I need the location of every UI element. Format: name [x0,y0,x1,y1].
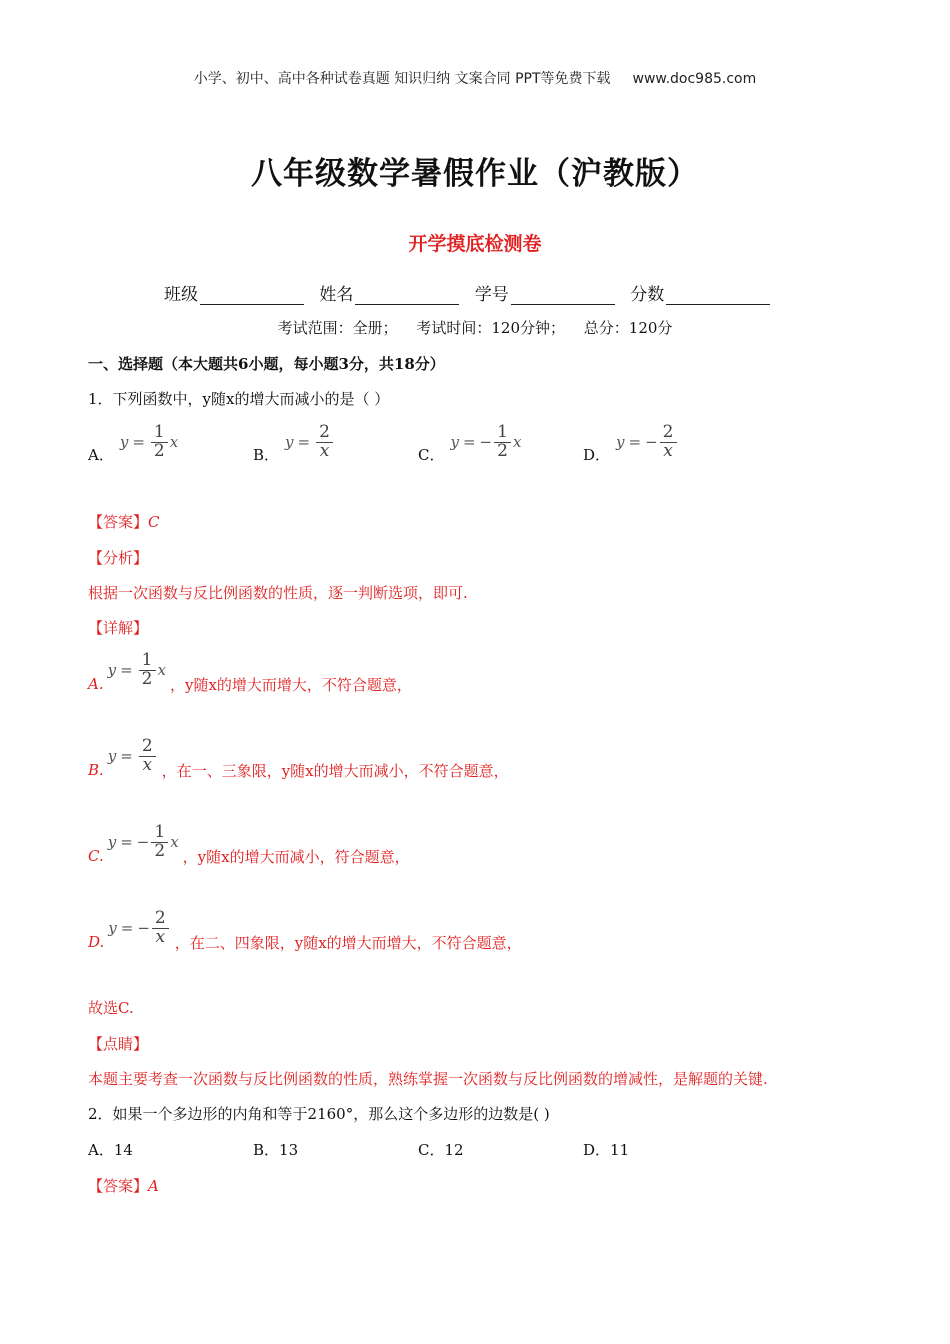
math-formula: y = $\frac{2}{x}$ [108,738,158,775]
math-formula: y = − $\frac{1}{2}$ x [107,822,179,861]
field-student-id[interactable] [475,280,615,305]
q1-detail-a [88,650,412,694]
question-1-stem: 1．下列函数中，y随x的增大而减小的是（ ） [88,390,390,408]
q2-option-c: C．12 [418,1141,464,1159]
page-header [0,68,950,88]
field-label: 分数 [630,285,665,305]
answer-value: A [148,1177,159,1195]
student-fields [164,280,780,305]
q1-analysis-tag: 【分析】 [88,549,149,567]
detail-text: ，在二、四象限，y随x的增大而增大，不符合题意， [174,933,522,952]
q2-answer [88,1175,159,1196]
math-formula: y = $\frac{1}{2}$ x [119,422,179,461]
detail-text: ，y随x的增大而减小，符合题意， [182,847,410,866]
field-label: 姓名 [319,285,354,305]
field-label: 学号 [474,285,509,305]
field-label: 班级 [164,285,198,305]
q1-detail-c [88,822,410,866]
field-score[interactable] [630,280,770,305]
field-class[interactable] [164,280,304,305]
header-text: 小学、初中、高中各种试卷真题 知识归纳 文案合同 PPT等免费下载 [193,71,611,87]
q1-comment-tag: 【点睛】 [88,1035,149,1053]
exam-range: 考试范围：全册； [277,319,398,337]
detail-label: A. [88,675,104,694]
detail-label: D. [88,933,105,952]
answer-tag: 【答案】 [88,1177,149,1195]
q1-option-c [418,422,522,464]
detail-text: ，在一、三象限，y随x的增大而减小，不符合题意， [161,761,509,780]
document-title: 八年级数学暑假作业（沪教版） [251,156,699,192]
answer-tag: 【答案】 [88,513,149,531]
exam-time: 考试时间：120分钟； [416,319,565,337]
q2-option-d: D．11 [583,1141,630,1159]
q1-answer [88,511,160,532]
q1-conclusion: 故选C. [88,999,134,1017]
q1-detail-d [88,908,522,952]
option-label: B． [253,445,280,464]
q1-detail-b [88,736,509,780]
q1-option-a [88,422,179,464]
math-formula: y = − $\frac{2}{x}$ [108,910,170,947]
q2-option-a: A．14 [88,1141,133,1159]
q1-option-b [253,422,335,464]
option-label: C． [418,445,445,464]
q1-analysis-text: 根据一次函数与反比例函数的性质，逐一判断选项，即可. [88,584,468,602]
answer-value: C [148,513,160,531]
q1-detail-tag: 【详解】 [88,619,149,637]
exam-score: 总分：120分 [583,319,673,337]
math-formula: y = − $\frac{1}{2}$ x [450,422,522,461]
option-label: D． [583,445,611,464]
detail-label: C. [88,847,104,866]
q2-option-b: B．13 [253,1141,299,1159]
section-heading: 一、选择题（本大题共6小题，每小题3分，共18分） [88,355,445,373]
math-formula: y = $\frac{2}{x}$ [285,424,335,461]
detail-label: B. [88,761,104,780]
math-formula: y = $\frac{1}{2}$ x [107,650,166,689]
field-name[interactable] [319,280,459,305]
q1-comment-text: 本题主要考查一次函数与反比例函数的性质，熟练掌握一次函数与反比例函数的增减性，是解题的关键. [88,1070,768,1088]
exam-info [0,317,950,338]
question-2-stem: 2．如果一个多边形的内角和等于2160°，那么这个多边形的边数是( ) [88,1105,550,1123]
header-site[interactable]: www.doc985.com [632,71,757,87]
document-subtitle: 开学摸底检测卷 [408,233,542,255]
detail-text: ，y随x的增大而增大，不符合题意， [169,675,412,694]
option-label: A． [88,445,114,464]
q1-option-d [583,422,679,464]
math-formula: y = − $\frac{2}{x}$ [616,424,678,461]
